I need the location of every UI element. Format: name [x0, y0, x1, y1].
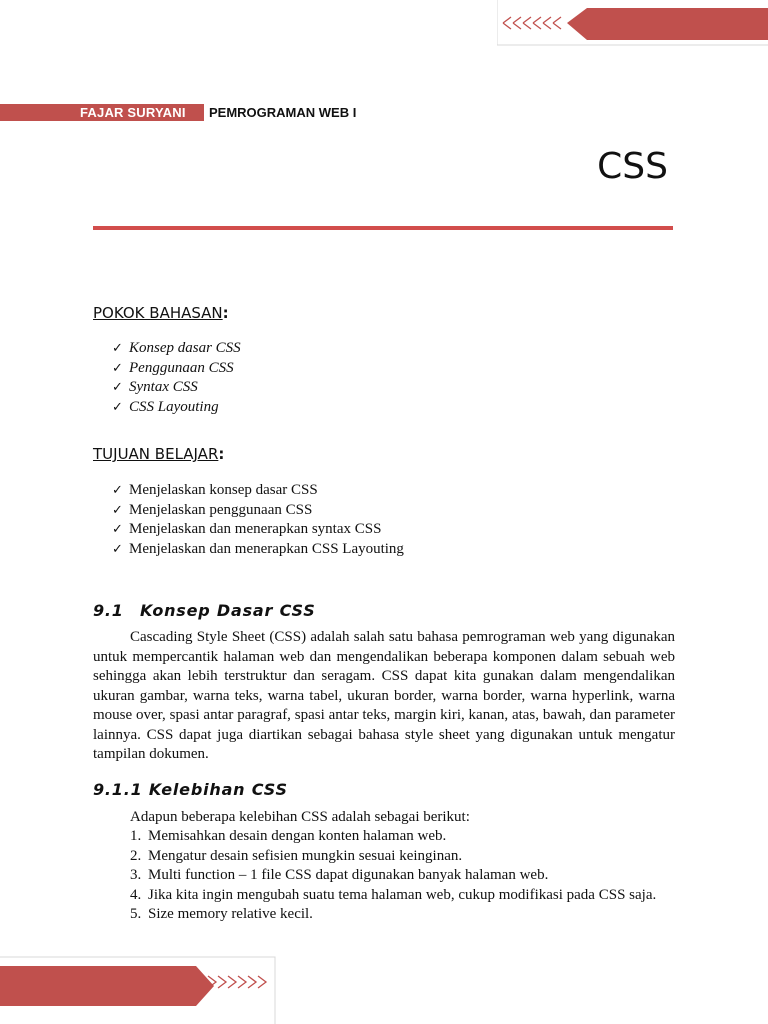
check-icon: ✓ [112, 541, 123, 557]
bottom-decoration [0, 956, 276, 1024]
list-item: 2. Mengatur desain sefisien mungkin sesuai keinginan. [130, 847, 463, 864]
list-item: ✓ Penggunaan CSS [112, 359, 241, 379]
check-icon: ✓ [112, 483, 123, 498]
check-icon: ✓ [112, 360, 123, 376]
pokok-bahasan-label: POKOK BAHASAN: [93, 304, 229, 322]
list-item: ✓ Konsep dasar CSS [112, 339, 241, 359]
list-item: ✓ Menjelaskan penggunaan CSS [112, 501, 404, 521]
list-item: ✓ Menjelaskan konsep dasar CSS [112, 481, 404, 501]
list-item: ✓ CSS Layouting [112, 398, 241, 418]
list-item: 3. Multi function – 1 file CSS dapat digunakan banyak halaman web. [130, 867, 549, 883]
section-paragraph: Cascading Style Sheet (CSS) adalah salah satu bahasa pemrograman web yang digunakan untuk mempercantik halaman web dan mengendalikan beberapa komponen dalam sebuah web sehingga akan lebih terstruktur dan seragam. CSS dapat kita gunakan dalam mengendalikan ukuran gambar, warna teks, warna tabel, ukuran border, warna border, warna hyperlink, warna mouse over, spasi antar paragraf, spasi antar teks, margin kiri, kanan, atas, bawah, dan parameter lainnya. CSS dapat juga diartikan sebagai bahasa style sheet yang digunakan untuk mengatur tampilan dokumen. [93, 629, 675, 762]
check-icon: ✓ [112, 341, 123, 356]
check-icon: ✓ [112, 502, 123, 518]
tujuan-belajar-label-text: TUJUAN BELAJAR [93, 445, 219, 463]
title-rule [93, 226, 673, 230]
check-icon: ✓ [112, 399, 123, 415]
chevron-arrows-icon [503, 17, 561, 29]
advantages-intro: Adapun beberapa kelebihan CSS adalah sebagai berikut: [130, 809, 470, 825]
list-item: ✓ Menjelaskan dan menerapkan syntax CSS [112, 520, 404, 540]
list-item: ✓ Menjelaskan dan menerapkan CSS Layouting [112, 540, 404, 560]
chevron-arrows-icon [208, 976, 266, 988]
list-item: 4. Jika kita ingin mengubah suatu tema halaman web, cukup modifikasi pada CSS saja. [130, 886, 657, 903]
advantages-list [130, 827, 656, 925]
list-item: ✓ Syntax CSS [112, 378, 241, 398]
pokok-bahasan-list [112, 339, 241, 417]
check-icon: ✓ [112, 522, 123, 537]
section-heading-9-1 [93, 601, 316, 620]
chapter-title [597, 146, 668, 187]
section-number: 9.1 [93, 601, 124, 620]
header-author: FAJAR SURYANI [80, 105, 186, 120]
pokok-bahasan-label-text: POKOK BAHASAN [93, 304, 223, 322]
chapter-title-text: CSS [597, 146, 668, 187]
header-course: PEMROGRAMAN WEB I [209, 105, 357, 120]
list-item: 1. Memisahkan desain dengan konten halaman web. [130, 828, 447, 844]
section-heading-9-1-1: 9.1.1 Kelebihan CSS [93, 780, 288, 799]
list-item: 5. Size memory relative kecil. [130, 906, 313, 922]
tujuan-belajar-label: TUJUAN BELAJAR: [93, 445, 225, 463]
section-title: Konsep Dasar CSS [140, 601, 316, 620]
tujuan-belajar-list [112, 481, 404, 559]
top-decoration [497, 0, 768, 46]
check-icon: ✓ [112, 380, 123, 395]
